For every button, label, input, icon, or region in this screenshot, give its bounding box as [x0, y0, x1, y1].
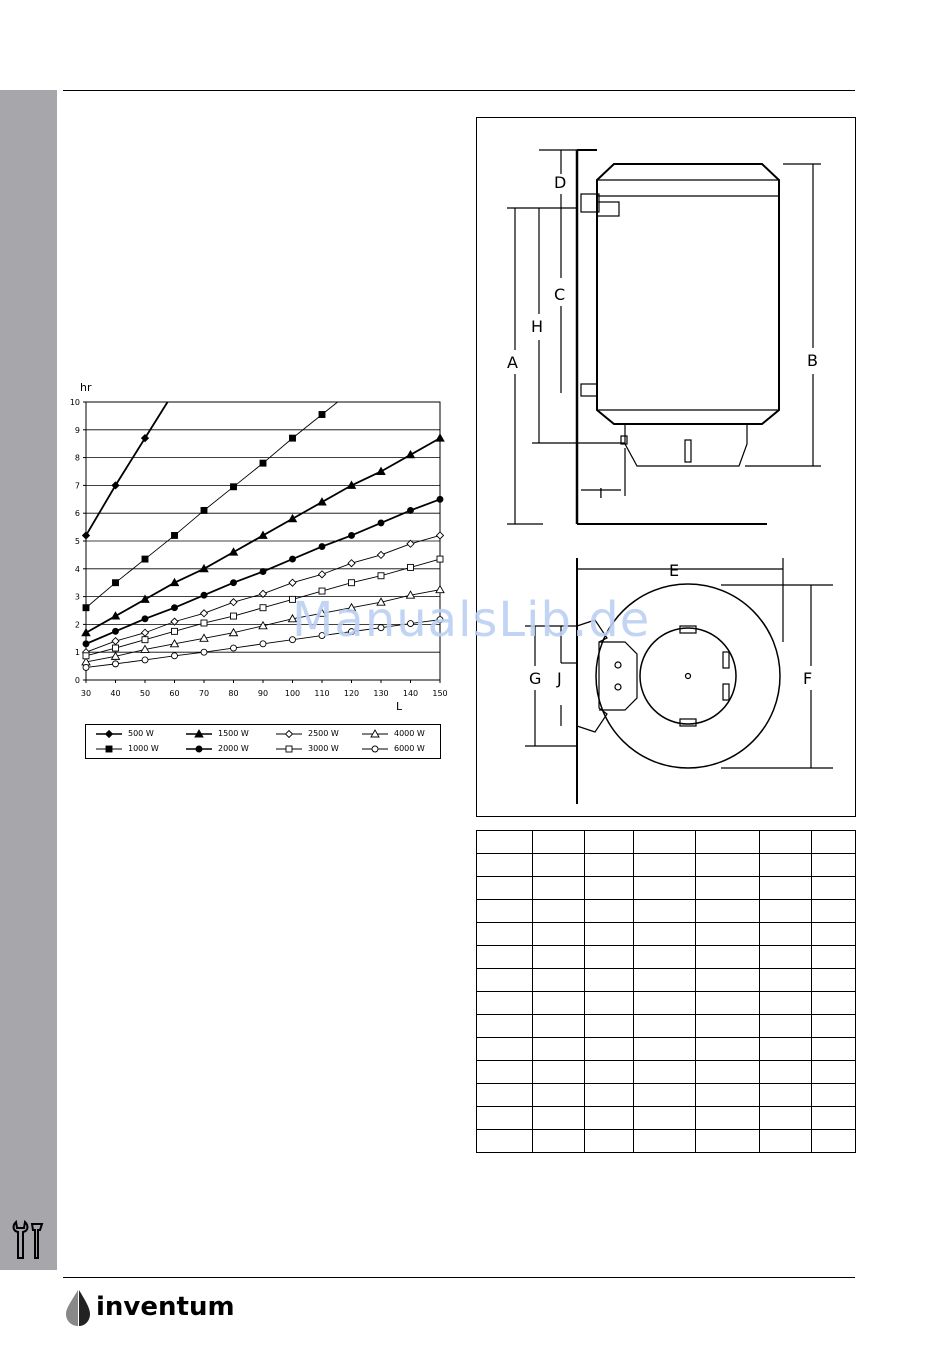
table-cell — [585, 900, 633, 923]
point-6000w — [172, 653, 178, 659]
dim-label-c: C — [554, 285, 566, 304]
table-cell — [759, 1107, 811, 1130]
point-3000w — [437, 556, 443, 562]
table-row — [477, 1107, 856, 1130]
point-1500w — [112, 612, 120, 619]
point-2000w — [83, 641, 89, 647]
table-cell — [695, 969, 759, 992]
table-cell — [477, 900, 533, 923]
y-tick-label: 4 — [74, 564, 80, 574]
point-6000w — [142, 657, 148, 663]
chart-legend — [85, 724, 441, 759]
point-3000w — [349, 580, 355, 586]
table-cell — [811, 992, 855, 1015]
table-cell — [759, 831, 811, 854]
point-1500w — [289, 515, 297, 522]
legend-marker — [371, 730, 379, 737]
table-cell — [585, 923, 633, 946]
point-1500w — [82, 629, 90, 636]
table-cell — [695, 1038, 759, 1061]
table-cell — [477, 1130, 533, 1153]
table-cell — [633, 831, 695, 854]
point-2000w — [142, 616, 148, 622]
point-2000w — [408, 507, 414, 513]
y-tick-label: 9 — [74, 425, 80, 435]
brand-name: inventum — [96, 1292, 235, 1322]
y-tick-label: 10 — [69, 398, 80, 407]
point-1000w — [113, 580, 119, 586]
table-cell — [477, 923, 533, 946]
boiler-dimension-diagram — [476, 117, 856, 817]
table-cell — [477, 1015, 533, 1038]
table-cell — [585, 1038, 633, 1061]
point-1000w — [201, 507, 207, 513]
dim-label-a: A — [507, 353, 518, 372]
table-row — [477, 900, 856, 923]
table-cell — [695, 1084, 759, 1107]
table-cell — [585, 946, 633, 969]
point-3000w — [260, 605, 266, 611]
legend-swatch — [358, 727, 392, 741]
table-cell — [585, 1015, 633, 1038]
point-3000w — [142, 637, 148, 643]
point-2500w — [142, 629, 149, 636]
x-tick-label: 70 — [198, 689, 210, 698]
point-3000w — [201, 620, 207, 626]
table-cell — [585, 969, 633, 992]
table-row — [477, 877, 856, 900]
point-2500w — [201, 610, 208, 617]
table-cell — [533, 1038, 585, 1061]
point-2000w — [290, 556, 296, 562]
table-cell — [759, 1084, 811, 1107]
side-bar — [0, 90, 57, 1270]
table-cell — [585, 831, 633, 854]
table-cell — [477, 946, 533, 969]
legend-label: 2500 W — [308, 729, 339, 738]
table-cell — [533, 877, 585, 900]
x-tick-label: 60 — [169, 689, 180, 698]
series-line — [86, 402, 168, 535]
point-1500w — [230, 548, 238, 555]
point-1500w — [318, 498, 326, 505]
table-cell — [533, 1084, 585, 1107]
table-cell — [759, 969, 811, 992]
table-cell — [533, 923, 585, 946]
point-1500w — [377, 468, 385, 475]
table-cell — [759, 877, 811, 900]
dim-label-j: J — [557, 669, 562, 688]
x-tick-label: 30 — [80, 689, 92, 698]
table-cell — [695, 1107, 759, 1130]
table-row — [477, 1084, 856, 1107]
table-cell — [759, 923, 811, 946]
table-cell — [695, 854, 759, 877]
point-1500w — [200, 565, 208, 572]
point-1000w — [231, 484, 237, 490]
table-cell — [633, 1084, 695, 1107]
point-2000w — [349, 532, 355, 538]
table-cell — [759, 854, 811, 877]
table-cell — [759, 900, 811, 923]
table-cell — [633, 1061, 695, 1084]
table-cell — [633, 1015, 695, 1038]
legend-swatch — [272, 727, 306, 741]
table-cell — [811, 877, 855, 900]
table-cell — [811, 1038, 855, 1061]
point-6000w — [260, 641, 266, 647]
legend-label: 500 W — [128, 729, 154, 738]
table-cell — [759, 992, 811, 1015]
x-tick-label: 110 — [314, 689, 330, 698]
legend-label: 3000 W — [308, 744, 339, 753]
legend-swatch — [92, 727, 126, 741]
table-cell — [759, 1061, 811, 1084]
bottom-rule — [63, 1277, 855, 1278]
table-row — [477, 1061, 856, 1084]
table-cell — [695, 992, 759, 1015]
point-2500w — [319, 571, 326, 578]
table-row — [477, 946, 856, 969]
table-cell — [633, 900, 695, 923]
point-2000w — [378, 520, 384, 526]
table-cell — [811, 900, 855, 923]
point-2500w — [437, 532, 444, 539]
table-cell — [477, 969, 533, 992]
table-cell — [811, 1084, 855, 1107]
point-2000w — [260, 569, 266, 575]
legend-label: 1500 W — [218, 729, 249, 738]
table-cell — [759, 1038, 811, 1061]
table-row — [477, 969, 856, 992]
table-cell — [811, 1015, 855, 1038]
dim-label-e: E — [669, 561, 680, 580]
y-tick-label: 6 — [74, 509, 80, 519]
y-tick-label: 0 — [74, 676, 80, 685]
dim-label-i: I — [599, 487, 603, 502]
point-3000w — [83, 653, 89, 659]
point-3000w — [231, 613, 237, 619]
point-2500w — [230, 599, 237, 606]
point-1000w — [172, 532, 178, 538]
legend-label: 1000 W — [128, 744, 159, 753]
legend-swatch — [272, 742, 306, 756]
table-cell — [533, 946, 585, 969]
point-6000w — [113, 661, 119, 667]
x-tick-label: 100 — [284, 689, 301, 698]
y-tick-label: 3 — [74, 592, 80, 602]
legend-swatch — [358, 742, 392, 756]
table-cell — [533, 1130, 585, 1153]
point-2000w — [231, 580, 237, 586]
legend-label: 4000 W — [394, 729, 425, 738]
point-6000w — [83, 664, 89, 670]
heating-time-chart — [62, 375, 462, 713]
table-cell — [811, 854, 855, 877]
x-tick-label: 90 — [257, 689, 269, 698]
x-tick-label: 50 — [139, 689, 151, 698]
table-cell — [533, 1061, 585, 1084]
point-2500w — [112, 638, 119, 645]
point-1500w — [407, 451, 415, 458]
dimension-table — [476, 830, 856, 1153]
legend-label: 6000 W — [394, 744, 425, 753]
table-cell — [759, 946, 811, 969]
point-6000w — [231, 645, 237, 651]
point-1000w — [260, 460, 266, 466]
y-tick-label: 7 — [74, 481, 80, 491]
table-cell — [477, 992, 533, 1015]
watermark: ManualsLib.de — [292, 592, 651, 648]
table-cell — [585, 1107, 633, 1130]
table-cell — [533, 831, 585, 854]
table-cell — [533, 1107, 585, 1130]
table-cell — [695, 1130, 759, 1153]
table-cell — [477, 854, 533, 877]
legend-marker — [106, 731, 113, 738]
table-cell — [477, 877, 533, 900]
table-cell — [695, 831, 759, 854]
table-row — [477, 854, 856, 877]
table-cell — [633, 1107, 695, 1130]
table-cell — [695, 877, 759, 900]
table-row — [477, 831, 856, 854]
table-cell — [811, 923, 855, 946]
y-tick-label: 2 — [74, 620, 80, 630]
point-2000w — [319, 544, 325, 550]
point-3000w — [172, 628, 178, 634]
x-tick-label: 120 — [343, 689, 360, 698]
table-cell — [633, 1130, 695, 1153]
table-cell — [695, 900, 759, 923]
table-cell — [533, 992, 585, 1015]
point-2000w — [113, 628, 119, 634]
table-cell — [533, 969, 585, 992]
point-2000w — [437, 496, 443, 502]
table-row — [477, 1130, 856, 1153]
table-row — [477, 923, 856, 946]
table-cell — [811, 1130, 855, 1153]
table-cell — [585, 992, 633, 1015]
x-tick-label: 130 — [373, 689, 389, 698]
point-3000w — [378, 573, 384, 579]
series-line — [86, 402, 338, 608]
point-1500w — [259, 531, 267, 538]
table-cell — [585, 854, 633, 877]
point-1000w — [290, 435, 296, 441]
table-cell — [759, 1015, 811, 1038]
point-2500w — [348, 560, 355, 567]
table-cell — [585, 1084, 633, 1107]
table-cell — [695, 923, 759, 946]
table-cell — [477, 831, 533, 854]
x-tick-label: 150 — [432, 689, 448, 698]
dim-label-f: F — [803, 669, 813, 688]
drop-logo-icon — [64, 1290, 92, 1326]
table-cell — [477, 1061, 533, 1084]
y-tick-label: 5 — [74, 537, 80, 546]
table-row — [477, 992, 856, 1015]
table-cell — [633, 923, 695, 946]
table-cell — [477, 1107, 533, 1130]
y-tick-label: 1 — [74, 648, 80, 658]
x-tick-label: 40 — [110, 689, 121, 698]
legend-marker — [372, 746, 378, 752]
point-2000w — [172, 605, 178, 611]
legend-marker — [286, 731, 293, 738]
point-1500w — [436, 434, 444, 441]
table-cell — [585, 1130, 633, 1153]
table-cell — [633, 992, 695, 1015]
table-cell — [533, 854, 585, 877]
table-cell — [477, 1084, 533, 1107]
table-cell — [585, 877, 633, 900]
table-cell — [585, 1061, 633, 1084]
legend-marker — [196, 746, 202, 752]
x-tick-label: 140 — [402, 689, 419, 698]
x-axis-label: L — [396, 700, 403, 713]
point-1000w — [83, 605, 89, 611]
point-2500w — [289, 579, 296, 586]
point-2500w — [378, 551, 385, 558]
dim-label-d: D — [554, 173, 567, 192]
table-cell — [695, 1015, 759, 1038]
dim-label-b: B — [807, 351, 818, 370]
y-axis-label: hr — [80, 381, 92, 394]
point-2000w — [201, 592, 207, 598]
legend-swatch — [92, 742, 126, 756]
legend-marker — [106, 746, 112, 752]
table-cell — [633, 946, 695, 969]
point-3000w — [113, 645, 119, 651]
legend-marker — [286, 746, 292, 752]
table-cell — [533, 1015, 585, 1038]
table-cell — [633, 877, 695, 900]
table-cell — [811, 969, 855, 992]
legend-swatch — [182, 727, 216, 741]
table-cell — [811, 1107, 855, 1130]
table-cell — [811, 1061, 855, 1084]
point-3000w — [408, 564, 414, 570]
point-1000w — [319, 412, 325, 418]
table-cell — [759, 1130, 811, 1153]
table-row — [477, 1038, 856, 1061]
table-cell — [811, 831, 855, 854]
legend-label: 2000 W — [218, 744, 249, 753]
dim-label-g: G — [529, 669, 542, 688]
x-tick-label: 80 — [228, 689, 239, 698]
table-cell — [695, 946, 759, 969]
table-cell — [695, 1061, 759, 1084]
legend-swatch — [182, 742, 216, 756]
y-tick-label: 8 — [74, 453, 80, 463]
table-cell — [633, 969, 695, 992]
table-cell — [633, 854, 695, 877]
point-6000w — [201, 649, 207, 655]
tools-icon — [10, 1218, 46, 1262]
table-cell — [811, 946, 855, 969]
table-cell — [477, 1038, 533, 1061]
point-1000w — [142, 556, 148, 562]
table-row — [477, 1015, 856, 1038]
top-rule — [63, 90, 855, 91]
table-cell — [633, 1038, 695, 1061]
table-cell — [533, 900, 585, 923]
dim-label-h: H — [531, 317, 544, 336]
